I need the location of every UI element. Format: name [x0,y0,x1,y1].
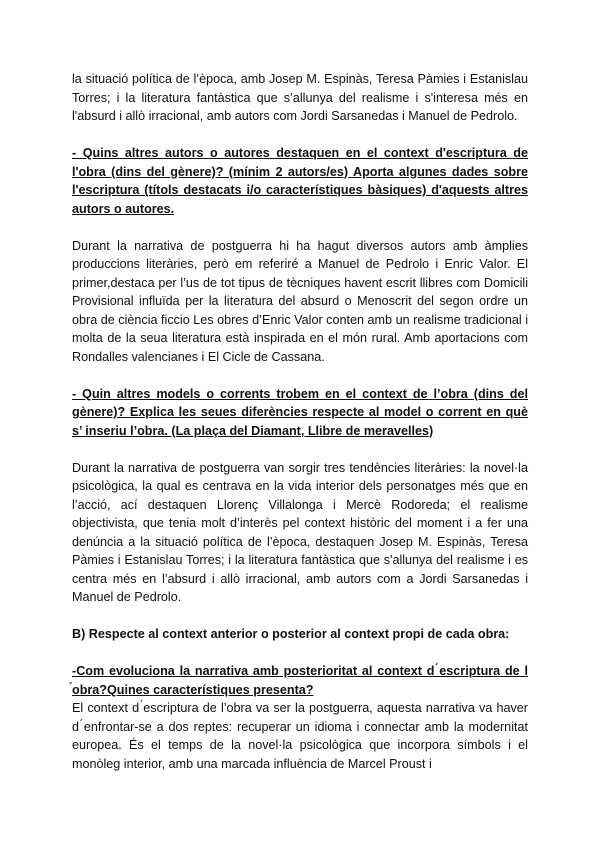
spacer [72,218,528,237]
question-heading-autors: - Quins altres autors o autores destaquen en el context d'escriptura de l'obra (dins del gènere)? (mínim 2 autors/es) Aporta algunes dades sobre l'escriptura (títols destacats i/o característiques bàsiques) d'aquests altres autors o autores. [72,146,528,216]
section-heading-b: B) Respecte al context anterior o posterior al context propi de cada obra: [72,627,510,641]
paragraph-realisme-fantastica: la situació política de l’època, amb Josep M. Espinàs, Teresa Pàmies i Estanislau Torres; i la literatura fantàstica que s’allunya del realisme i s'interesa més en l'absurd i allò irracional, amb autors com Jordi Sarsanedas i Manuel de Pedrolo. [72,72,528,123]
spacer [72,644,528,663]
question-heading-evolucio: -Com evoluciona la narrativa amb posterioritat al context d ́escriptura de l ́obra?Quines característiques presenta? [72,664,528,697]
spacer [72,366,528,385]
paragraph-evolucio: El context d ́escriptura de l’obra va ser la postguerra, aquesta narrativa va haver d ́enfrontar-se a dos reptes: recuperar un idioma i connectar amb la modernitat europea. És el temps de la novel·la psicològica que incorpora símbols i el monòleg interior, amb una marcada influència de Marcel Proust i [72,701,528,771]
paragraph-autors-postguerra: Durant la narrativa de postguerra hi ha hagut diversos autors amb àmplies produccions literàries, però em referiré a Manuel de Pedrolo i Enric Valor. El primer,destaca per l’us de tot tipus de tècniques havent escrit llibres com Domicili Provisional influïda per la literatura del absurd o Menoscrit del segon ordre un obra de ciència ficcio Les obres d’Enric Valor conten amb un realisme tradicional i molta de la seua literatura està inspirada en el món rural. Amb aportacions com Rondalles valencianes i El Cicle de Cassana. [72,238,528,364]
spacer [72,126,528,145]
paragraph-tendencies: Durant la narrativa de postguerra van sorgir tres tendències literàries: la novel·la psicològica, la qual es centrava en la vida interior dels personatges més que en l’acció, ací destaquen Llorenç Villalonga i Mercè Rodoreda; el realisme objectivista, que tenia molt d’interès pel context històric del moment i a fer una denúncia a la situació política de l’època, destaquen Josep M. Espinàs, Teresa Pàmies i Estanislau Torres; i la literatura fantàstica que s'allunya del realisme i es centra més en l’absurd i allò irracional, amb autors com a Jordi Sarsanedas i Manuel de Pedrolo. [72,460,528,604]
spacer [72,440,528,459]
question-heading-models: - Quin altres models o corrents trobem en el context de l’obra (dins del gènere)? Explica les seues diferències respecte al model o corrent en què s’ inseriu l’obra. (La plaça del Diamant, Llibre de meravelles) [72,386,528,438]
spacer [72,607,528,626]
document-body [72,70,528,773]
